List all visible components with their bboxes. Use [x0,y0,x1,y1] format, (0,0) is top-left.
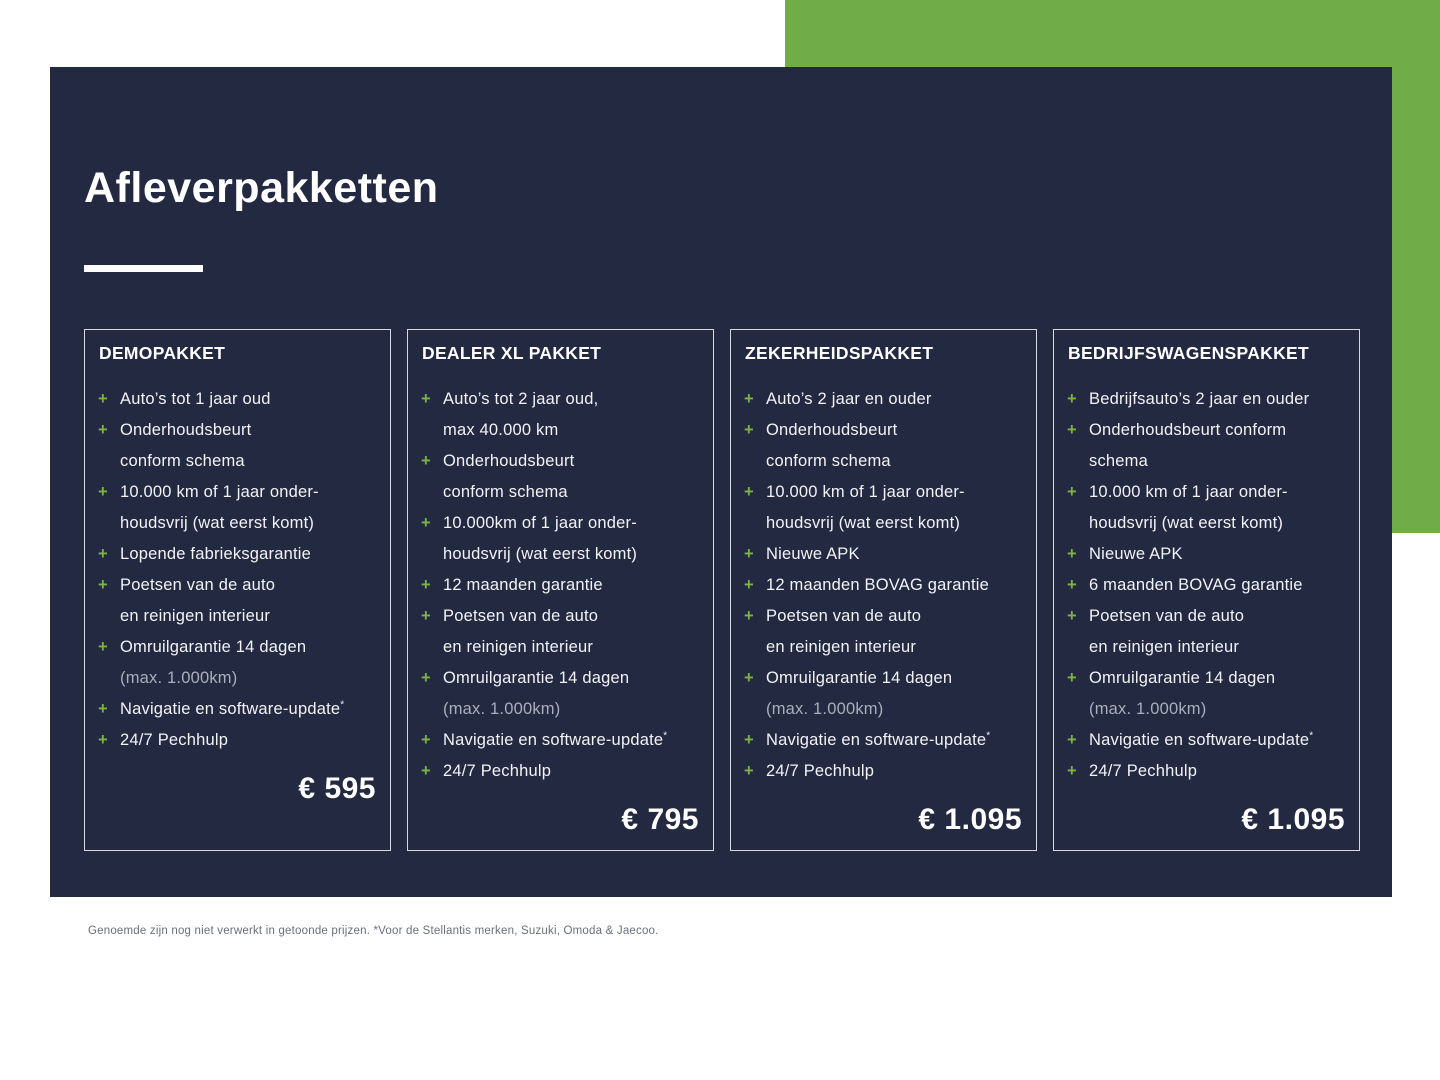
feature-line [1067,725,1346,756]
feature-text: Navigatie en software-update* [120,699,345,718]
feature-text: 12 maanden BOVAG garantie [766,576,989,594]
feature-text: Poetsen van de auto [766,607,922,625]
package-price: € 1.095 [918,803,1022,836]
feature-line [744,601,1023,632]
feature-line [98,539,377,570]
feature-list [98,384,377,756]
feature-text: en reinigen interieur [443,638,594,656]
plus-bullet-icon: + [421,576,431,594]
package-card [84,329,391,851]
feature-text: Navigatie en software-update* [1089,730,1314,749]
feature-text: Navigatie en software-update* [766,730,991,749]
plus-bullet-icon: + [421,390,431,408]
feature-text: Auto’s tot 1 jaar oud [120,390,271,408]
feature-line [744,384,1023,415]
feature-line [744,663,1023,694]
feature-continuation-line [421,539,700,570]
feature-list [1067,384,1346,787]
feature-line [98,725,377,756]
feature-line [421,446,700,477]
plus-bullet-icon: + [421,514,431,532]
feature-text: conform schema [120,452,245,470]
feature-text: 24/7 Pechhulp [120,731,229,749]
title-underline [84,265,203,272]
plus-bullet-icon: + [1067,762,1077,780]
feature-line [1067,384,1346,415]
feature-line [744,415,1023,446]
feature-text: 24/7 Pechhulp [443,762,552,780]
packages-row [84,329,1360,851]
feature-continuation-line [1067,508,1346,539]
feature-text: Nieuwe APK [766,545,860,563]
feature-line [1067,570,1346,601]
feature-text: en reinigen interieur [1089,638,1240,656]
feature-continuation-line [1067,632,1346,663]
feature-text: Onderhoudsbeurt [766,421,898,439]
feature-text: 12 maanden garantie [443,576,603,594]
plus-bullet-icon: + [421,762,431,780]
feature-text: houdsvrij (wat eerst komt) [766,514,961,532]
plus-bullet-icon: + [744,421,754,439]
plus-bullet-icon: + [1067,669,1077,687]
feature-text: Omruilgarantie 14 dagen [120,638,307,656]
feature-continuation-line [421,632,700,663]
feature-text: Poetsen van de auto [120,576,276,594]
feature-line [98,694,377,725]
feature-text: Poetsen van de auto [1089,607,1245,625]
plus-bullet-icon: + [1067,390,1077,408]
package-price: € 595 [298,772,376,805]
feature-continuation-line [744,508,1023,539]
feature-line [421,570,700,601]
plus-bullet-icon: + [1067,607,1077,625]
feature-text: 10.000 km of 1 jaar onder- [120,483,319,501]
plus-bullet-icon: + [98,731,108,749]
feature-text: Omruilgarantie 14 dagen [443,669,630,687]
footnote-asterisk: * [986,730,991,742]
package-card [730,329,1037,851]
feature-continuation-line [1067,694,1346,725]
feature-text: Onderhoudsbeurt [120,421,252,439]
feature-line [744,539,1023,570]
feature-line [1067,756,1346,787]
plus-bullet-icon: + [1067,545,1077,563]
plus-bullet-icon: + [744,607,754,625]
footnote-asterisk: * [340,699,345,711]
package-price: € 795 [621,803,699,836]
plus-bullet-icon: + [744,483,754,501]
feature-text: 24/7 Pechhulp [766,762,875,780]
feature-line [421,384,700,415]
feature-text: Poetsen van de auto [443,607,599,625]
feature-continuation-line [98,663,377,694]
package-title: BEDRIJFSWAGENSPAKKET [1068,343,1309,363]
feature-line [744,570,1023,601]
feature-line [98,415,377,446]
plus-bullet-icon: + [744,390,754,408]
feature-text: Auto’s 2 jaar en ouder [766,390,932,408]
plus-bullet-icon: + [1067,483,1077,501]
plus-bullet-icon: + [98,638,108,656]
feature-text: Omruilgarantie 14 dagen [766,669,953,687]
package-title: DEMOPAKKET [99,343,226,363]
feature-text: en reinigen interieur [766,638,917,656]
feature-continuation-line [744,694,1023,725]
feature-text: Navigatie en software-update* [443,730,668,749]
feature-text: 10.000 km of 1 jaar onder- [1089,483,1288,501]
feature-line [98,477,377,508]
feature-continuation-line [98,601,377,632]
feature-line [421,725,700,756]
plus-bullet-icon: + [98,483,108,501]
feature-text: 10.000km of 1 jaar onder- [443,514,637,532]
package-title: DEALER XL PAKKET [422,343,602,363]
feature-text: Onderhoudsbeurt [443,452,575,470]
feature-line [744,725,1023,756]
feature-text: Auto’s tot 2 jaar oud, [443,390,599,408]
feature-text: Omruilgarantie 14 dagen [1089,669,1276,687]
feature-text: (max. 1.000km) [120,669,238,687]
feature-list [744,384,1023,787]
page-title: Afleverpakketten [84,164,439,212]
feature-continuation-line [744,446,1023,477]
feature-continuation-line [421,694,700,725]
feature-line [98,632,377,663]
footnote: Genoemde zijn nog niet verwerkt in getoonde prijzen. *Voor de Stellantis merken, Suzuki, Omoda & Jaecoo. [88,925,659,937]
feature-text: houdsvrij (wat eerst komt) [120,514,315,532]
plus-bullet-icon: + [744,731,754,749]
package-card [407,329,714,851]
plus-bullet-icon: + [98,545,108,563]
footnote-asterisk: * [1309,730,1314,742]
feature-text: conform schema [766,452,891,470]
feature-text: Bedrijfsauto’s 2 jaar en ouder [1089,390,1310,408]
feature-continuation-line [98,446,377,477]
plus-bullet-icon: + [98,576,108,594]
feature-text: Onderhoudsbeurt conform [1089,421,1287,439]
feature-line [744,756,1023,787]
plus-bullet-icon: + [744,545,754,563]
plus-bullet-icon: + [98,390,108,408]
feature-text: houdsvrij (wat eerst komt) [443,545,638,563]
feature-line [421,508,700,539]
feature-text: conform schema [443,483,568,501]
package-price: € 1.095 [1241,803,1345,836]
plus-bullet-icon: + [744,576,754,594]
feature-text: houdsvrij (wat eerst komt) [1089,514,1284,532]
feature-continuation-line [98,508,377,539]
plus-bullet-icon: + [1067,421,1077,439]
feature-line [744,477,1023,508]
feature-line [1067,415,1346,446]
plus-bullet-icon: + [744,669,754,687]
feature-text: Nieuwe APK [1089,545,1183,563]
feature-line [421,601,700,632]
feature-line [1067,601,1346,632]
feature-text: Lopende fabrieksgarantie [120,545,312,563]
feature-line [421,756,700,787]
plus-bullet-icon: + [1067,731,1077,749]
plus-bullet-icon: + [744,762,754,780]
plus-bullet-icon: + [421,452,431,470]
feature-text: schema [1089,452,1148,470]
feature-text: 24/7 Pechhulp [1089,762,1198,780]
plus-bullet-icon: + [1067,576,1077,594]
feature-text: 10.000 km of 1 jaar onder- [766,483,965,501]
feature-text: (max. 1.000km) [766,700,884,718]
feature-line [1067,663,1346,694]
slide-panel [50,67,1392,897]
plus-bullet-icon: + [98,421,108,439]
package-title: ZEKERHEIDSPAKKET [745,343,934,363]
feature-text: max 40.000 km [443,421,559,439]
plus-bullet-icon: + [421,669,431,687]
feature-line [98,570,377,601]
feature-text: 6 maanden BOVAG garantie [1089,576,1303,594]
plus-bullet-icon: + [98,700,108,718]
feature-line [1067,477,1346,508]
feature-text: en reinigen interieur [120,607,271,625]
feature-continuation-line [421,477,700,508]
feature-continuation-line [1067,446,1346,477]
feature-text: (max. 1.000km) [443,700,561,718]
footnote-asterisk: * [663,730,668,742]
plus-bullet-icon: + [421,607,431,625]
feature-list [421,384,700,787]
feature-line [98,384,377,415]
feature-line [1067,539,1346,570]
feature-continuation-line [744,632,1023,663]
plus-bullet-icon: + [421,731,431,749]
feature-continuation-line [421,415,700,446]
package-card [1053,329,1360,851]
feature-text: (max. 1.000km) [1089,700,1207,718]
feature-line [421,663,700,694]
